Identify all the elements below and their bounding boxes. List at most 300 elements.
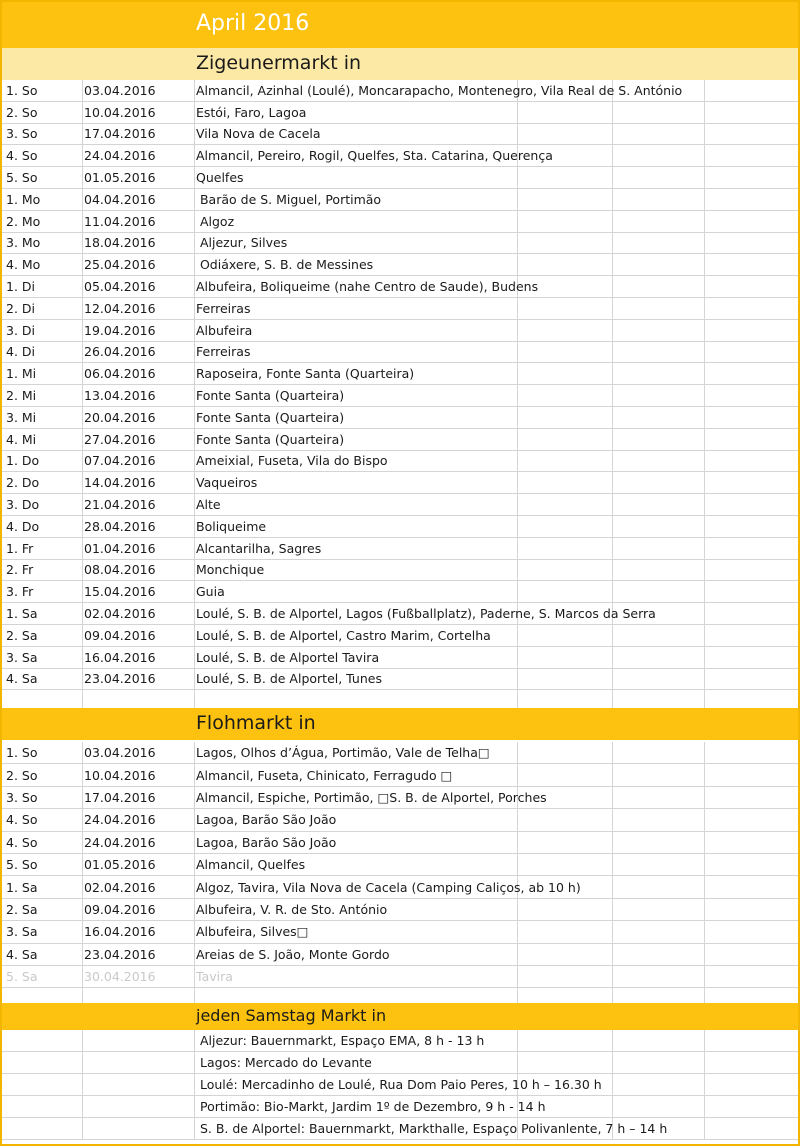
row-places: Aljezur, Silves [196, 235, 288, 251]
grid-line [612, 276, 613, 297]
grid-line [517, 921, 518, 942]
table-row [2, 742, 798, 764]
row-date: 16.04.2016 [84, 924, 156, 940]
grid-line [704, 581, 705, 602]
grid-line [194, 80, 195, 101]
grid-line [194, 102, 195, 123]
grid-line [517, 516, 518, 537]
grid-line [82, 647, 83, 668]
row-places: Algoz, Tavira, Vila Nova de Cacela (Camping Caliços, ab 10 h) [196, 879, 581, 895]
grid-line [517, 342, 518, 363]
grid-line [82, 516, 83, 537]
table-row [2, 102, 798, 124]
row-date: 10.04.2016 [84, 767, 156, 783]
grid-line [704, 966, 705, 987]
grid-line [704, 787, 705, 808]
grid-line [194, 669, 195, 690]
grid-line [194, 966, 195, 987]
row-places: Fonte Santa (Quarteira) [196, 409, 345, 425]
table-row [2, 1052, 798, 1074]
row-places: Fonte Santa (Quarteira) [196, 388, 345, 404]
grid-line [82, 809, 83, 830]
table-row [2, 363, 798, 385]
row-places: Albufeira, Boliqueime (nahe Centro de Saude), Budens [196, 279, 539, 295]
row-date: 01.05.2016 [84, 170, 156, 186]
grid-line [82, 560, 83, 581]
table-row [2, 494, 798, 516]
row-date: 20.04.2016 [84, 409, 156, 425]
row-day: 1. Di [6, 279, 35, 295]
row-places: Almancil, Pereiro, Rogil, Quelfes, Sta. Catarina, Querença [196, 148, 553, 164]
grid-line [704, 102, 705, 123]
grid-line [194, 472, 195, 493]
grid-line [82, 854, 83, 875]
table-row [2, 1096, 798, 1118]
grid-line [612, 145, 613, 166]
grid-line [704, 809, 705, 830]
table-row [2, 1118, 798, 1140]
row-date: 30.04.2016 [84, 969, 156, 985]
row-day: 5. Sa [6, 969, 38, 985]
row-day: 1. Sa [6, 879, 38, 895]
row-day: 5. So [6, 857, 38, 873]
grid-line [612, 1030, 613, 1051]
grid-line [704, 233, 705, 254]
row-day: 3. Fr [6, 584, 34, 600]
grid-line [194, 1118, 195, 1139]
row-places: Loulé, S. B. de Alportel Tavira [196, 649, 380, 665]
grid-line [704, 647, 705, 668]
grid-line [704, 472, 705, 493]
grid-line [704, 363, 705, 384]
table-row [2, 966, 798, 988]
table-row [2, 832, 798, 854]
grid-line [82, 669, 83, 690]
grid-line [704, 899, 705, 920]
row-date: 24.04.2016 [84, 148, 156, 164]
grid-line [704, 1074, 705, 1095]
row-day: 2. So [6, 104, 38, 120]
row-day: 2. Fr [6, 562, 34, 578]
grid-line [704, 254, 705, 275]
grid-line [517, 764, 518, 785]
grid-line [704, 189, 705, 210]
grid-line [704, 1030, 705, 1051]
grid-line [194, 538, 195, 559]
grid-line [82, 80, 83, 101]
grid-line [612, 385, 613, 406]
grid-line [612, 472, 613, 493]
grid-line [612, 669, 613, 690]
grid-line [517, 944, 518, 965]
grid-line [704, 145, 705, 166]
grid-line [612, 494, 613, 515]
row-day: 2. Di [6, 300, 35, 316]
grid-line [704, 921, 705, 942]
grid-line [194, 1096, 195, 1117]
grid-line [704, 320, 705, 341]
grid-line [82, 254, 83, 275]
grid-line [517, 385, 518, 406]
table-row [2, 764, 798, 786]
grid-line [194, 494, 195, 515]
grid-line [517, 124, 518, 145]
row-day: 3. So [6, 789, 38, 805]
row-date: 07.04.2016 [84, 453, 156, 469]
grid-line [517, 254, 518, 275]
row-day: 4. So [6, 834, 38, 850]
grid-line [194, 516, 195, 537]
row-places: Algoz [196, 213, 235, 229]
grid-line [612, 167, 613, 188]
row-day: 1. Mi [6, 366, 37, 382]
grid-line [612, 809, 613, 830]
grid-line [612, 1052, 613, 1073]
row-places: Alte [196, 497, 221, 513]
section-title: Zigeunermarkt in [196, 52, 362, 74]
row-places: Quelfes [196, 170, 244, 186]
row-day: 5. So [6, 170, 38, 186]
grid-line [82, 429, 83, 450]
grid-line [82, 944, 83, 965]
grid-line [704, 538, 705, 559]
grid-line [704, 494, 705, 515]
grid-line [517, 211, 518, 232]
table-row [2, 921, 798, 943]
grid-line [194, 854, 195, 875]
grid-line [194, 603, 195, 624]
row-day: 1. So [6, 82, 38, 98]
grid-line [704, 1096, 705, 1117]
grid-line [194, 342, 195, 363]
grid-line [704, 876, 705, 897]
grid-line [612, 1096, 613, 1117]
grid-line [82, 342, 83, 363]
grid-line [704, 832, 705, 853]
grid-line [704, 742, 705, 763]
row-date: 01.05.2016 [84, 857, 156, 873]
row-day: 1. Sa [6, 606, 38, 622]
table-row [2, 560, 798, 582]
grid-line [704, 429, 705, 450]
grid-line [517, 407, 518, 428]
row-places: Albufeira, V. R. de Sto. António [196, 901, 388, 917]
row-date: 09.04.2016 [84, 901, 156, 917]
grid-line [194, 124, 195, 145]
grid-line [82, 603, 83, 624]
row-places: Albufeira [196, 322, 253, 338]
grid-line [612, 832, 613, 853]
grid-line [82, 320, 83, 341]
grid-line [517, 899, 518, 920]
grid-line [704, 560, 705, 581]
grid-line [82, 921, 83, 942]
row-date: 23.04.2016 [84, 671, 156, 687]
grid-line [612, 538, 613, 559]
grid-line [517, 669, 518, 690]
row-date: 24.04.2016 [84, 812, 156, 828]
row-places: Almancil, Quelfes [196, 857, 306, 873]
grid-line [194, 625, 195, 646]
grid-line [82, 385, 83, 406]
grid-line [612, 516, 613, 537]
row-places: Tavira [196, 969, 233, 985]
table-row [2, 944, 798, 966]
row-date: 18.04.2016 [84, 235, 156, 251]
grid-line [82, 625, 83, 646]
table-row [2, 167, 798, 189]
grid-line [517, 320, 518, 341]
grid-line [194, 298, 195, 319]
grid-line [517, 363, 518, 384]
grid-line [517, 966, 518, 987]
row-places: Almancil, Fuseta, Chinicato, Ferragudo □ [196, 767, 453, 783]
grid-line [517, 298, 518, 319]
row-date: 08.04.2016 [84, 562, 156, 578]
row-date: 17.04.2016 [84, 126, 156, 142]
table-row [2, 276, 798, 298]
grid-line [82, 742, 83, 763]
table-row [2, 189, 798, 211]
grid-line [517, 189, 518, 210]
grid-line [612, 189, 613, 210]
table-row [2, 603, 798, 625]
table-row [2, 787, 798, 809]
table-row [2, 451, 798, 473]
month-title: April 2016 [196, 11, 310, 36]
row-places: Lagoa, Barão São João [196, 834, 337, 850]
table-row [2, 385, 798, 407]
row-places: Albufeira, Silves□ [196, 924, 309, 940]
grid-line [194, 276, 195, 297]
grid-line [612, 342, 613, 363]
row-date: 02.04.2016 [84, 606, 156, 622]
grid-line [612, 233, 613, 254]
grid-line [704, 451, 705, 472]
row-day: 3. Sa [6, 924, 38, 940]
row-day: 3. Mo [6, 235, 41, 251]
row-day: 4. Do [6, 518, 40, 534]
grid-line [612, 429, 613, 450]
grid-line [82, 363, 83, 384]
row-places: Odiáxere, S. B. de Messines [196, 257, 374, 273]
grid-line [194, 876, 195, 897]
grid-line [82, 145, 83, 166]
row-places: Loulé, S. B. de Alportel, Castro Marim, Cortelha [196, 627, 491, 643]
grid-line [194, 211, 195, 232]
grid-line [517, 647, 518, 668]
grid-line [704, 944, 705, 965]
row-places: Barão de S. Miguel, Portimão [196, 191, 382, 207]
grid-line [82, 211, 83, 232]
grid-line [612, 124, 613, 145]
grid-line [82, 276, 83, 297]
row-day: 3. Mi [6, 409, 37, 425]
table-row [2, 538, 798, 560]
row-places: Areias de S. João, Monte Gordo [196, 946, 390, 962]
table-row [2, 429, 798, 451]
table-row [2, 80, 798, 102]
row-date: 06.04.2016 [84, 366, 156, 382]
row-day: 3. Do [6, 497, 40, 513]
row-date: 03.04.2016 [84, 745, 156, 761]
row-day: 1. So [6, 745, 38, 761]
table-row [2, 254, 798, 276]
grid-line [517, 451, 518, 472]
table-row [2, 516, 798, 538]
grid-line [612, 102, 613, 123]
grid-line [82, 298, 83, 319]
grid-line [82, 581, 83, 602]
grid-line [194, 764, 195, 785]
grid-line [704, 407, 705, 428]
row-places: Lagoa, Barão São João [196, 812, 337, 828]
section-header-1 [2, 48, 798, 80]
grid-line [612, 451, 613, 472]
row-day: 3. Sa [6, 649, 38, 665]
grid-line [612, 298, 613, 319]
row-day: 3. Di [6, 322, 35, 338]
grid-line [82, 876, 83, 897]
row-places: Alcantarilha, Sagres [196, 540, 322, 556]
row-date: 24.04.2016 [84, 834, 156, 850]
grid-line [194, 742, 195, 763]
grid-line [517, 494, 518, 515]
row-date: 02.04.2016 [84, 879, 156, 895]
grid-line [517, 625, 518, 646]
grid-line [704, 124, 705, 145]
grid-line [704, 1052, 705, 1073]
row-date: 09.04.2016 [84, 627, 156, 643]
section-header-3 [2, 1003, 798, 1030]
row-date: 26.04.2016 [84, 344, 156, 360]
table-row [2, 876, 798, 898]
grid-line [82, 538, 83, 559]
row-places: Portimão: Bio-Markt, Jardim 1º de Dezembro, 9 h - 14 h [196, 1099, 546, 1114]
table-row [2, 211, 798, 233]
grid-line [82, 899, 83, 920]
grid-line [612, 787, 613, 808]
row-date: 12.04.2016 [84, 300, 156, 316]
row-date: 25.04.2016 [84, 257, 156, 273]
grid-line [517, 742, 518, 763]
grid-line [194, 189, 195, 210]
row-day: 1. Mo [6, 191, 41, 207]
grid-line [612, 742, 613, 763]
grid-line [612, 363, 613, 384]
row-day: 1. Do [6, 453, 40, 469]
grid-line [194, 145, 195, 166]
row-date: 04.04.2016 [84, 191, 156, 207]
table-row [2, 809, 798, 831]
grid-line [704, 625, 705, 646]
grid-line [82, 1030, 83, 1051]
grid-line [612, 407, 613, 428]
row-places: Monchique [196, 562, 265, 578]
grid-line [517, 560, 518, 581]
table-row [2, 899, 798, 921]
row-day: 4. So [6, 148, 38, 164]
grid-line [517, 854, 518, 875]
grid-line [82, 407, 83, 428]
grid-line [517, 472, 518, 493]
row-places: Vaqueiros [196, 475, 258, 491]
grid-line [517, 167, 518, 188]
grid-line [194, 167, 195, 188]
row-day: 2. Mi [6, 388, 37, 404]
grid-line [82, 1096, 83, 1117]
grid-line [82, 167, 83, 188]
section-title: jeden Samstag Markt in [196, 1006, 387, 1025]
grid-line [704, 342, 705, 363]
row-day: 2. So [6, 767, 38, 783]
row-date: 28.04.2016 [84, 518, 156, 534]
row-places: Ameixial, Fuseta, Vila do Bispo [196, 453, 388, 469]
grid-line [194, 560, 195, 581]
grid-line [612, 560, 613, 581]
grid-line [194, 1074, 195, 1095]
row-places: Estói, Faro, Lagoa [196, 104, 307, 120]
row-day: 4. Sa [6, 946, 38, 962]
row-places: Lagos, Olhos d’Água, Portimão, Vale de Telha□ [196, 745, 490, 761]
row-day: 2. Mo [6, 213, 41, 229]
row-date: 17.04.2016 [84, 789, 156, 805]
row-day: 4. Mi [6, 431, 37, 447]
grid-line [194, 944, 195, 965]
grid-line [194, 1030, 195, 1051]
table-row [2, 320, 798, 342]
grid-line [194, 429, 195, 450]
grid-line [704, 80, 705, 101]
row-places: S. B. de Alportel: Bauernmarkt, Markthalle, Espaço Polivanlente, 7 h – 14 h [196, 1121, 668, 1136]
row-day: 1. Fr [6, 540, 34, 556]
row-day: 4. So [6, 812, 38, 828]
grid-line [194, 320, 195, 341]
grid-line [517, 809, 518, 830]
table-row [2, 342, 798, 364]
grid-line [704, 1118, 705, 1139]
grid-line [612, 876, 613, 897]
grid-line [194, 451, 195, 472]
grid-line [82, 1074, 83, 1095]
row-places: Loulé, S. B. de Alportel, Lagos (Fußballplatz), Paderne, S. Marcos da Serra [196, 606, 656, 622]
grid-line [517, 581, 518, 602]
grid-line [704, 276, 705, 297]
row-places: Ferreiras [196, 344, 251, 360]
grid-line [82, 966, 83, 987]
table-row [2, 407, 798, 429]
row-places: Aljezur: Bauernmarkt, Espaço EMA, 8 h - 13 h [196, 1033, 485, 1048]
grid-line [704, 669, 705, 690]
month-title-bar [2, 2, 798, 48]
grid-line [704, 211, 705, 232]
row-day: 2. Sa [6, 627, 38, 643]
row-date: 03.04.2016 [84, 82, 156, 98]
row-places: Fonte Santa (Quarteira) [196, 431, 345, 447]
table-row [2, 124, 798, 146]
grid-line [194, 581, 195, 602]
grid-line [82, 832, 83, 853]
grid-line [194, 233, 195, 254]
table-row [2, 647, 798, 669]
grid-line [704, 603, 705, 624]
row-places: Loulé: Mercadinho de Loulé, Rua Dom Paio Peres, 10 h – 16.30 h [196, 1077, 602, 1092]
row-places: Boliqueime [196, 518, 267, 534]
grid-line [612, 254, 613, 275]
row-places: Ferreiras [196, 300, 251, 316]
grid-line [517, 102, 518, 123]
row-date: 11.04.2016 [84, 213, 156, 229]
